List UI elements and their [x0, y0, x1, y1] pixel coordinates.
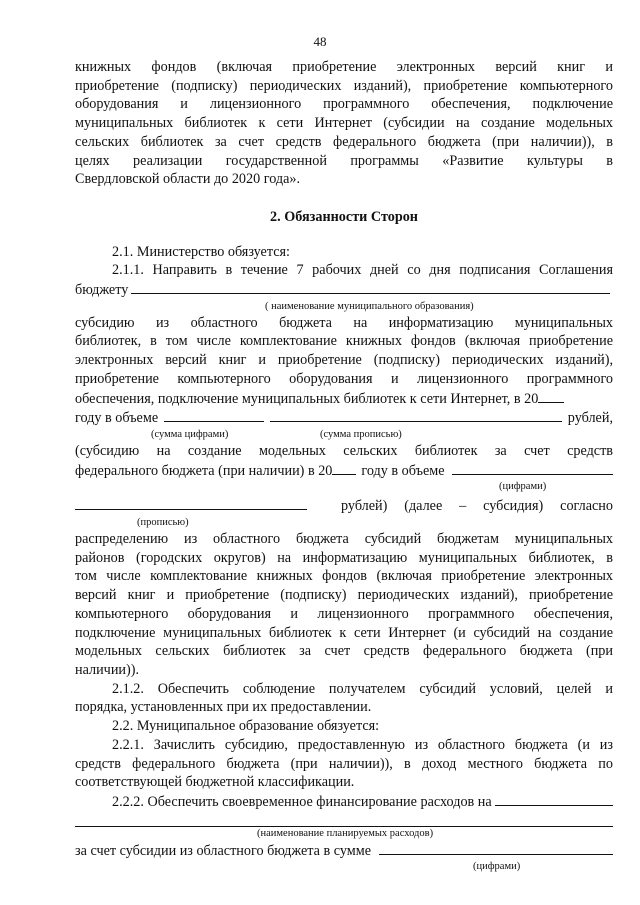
federal-year-blank[interactable]	[332, 461, 356, 475]
text-line: модельных сельских библиотек за счет средств федерального бюджета (при	[75, 643, 613, 660]
municipality-caption: ( наименование муниципального образования)	[265, 300, 474, 312]
text-line: книжных фондов (включая приобретение электронных версий книг и	[75, 59, 613, 75]
digits2-caption: (цифрами)	[473, 861, 521, 873]
federal-digits-blank[interactable]	[452, 461, 613, 475]
sum-words-caption: (сумма прописью)	[320, 428, 402, 440]
text-line: (субсидию на создание модельных сельских библиотек за счет средств	[75, 442, 613, 459]
clause-2-2-1-line: 2.2.1. Зачислить субсидию, предоставленную из областного бюджета (и из	[112, 736, 613, 753]
text-line: сельских библиотек за счет средств федерального бюджета (при наличии)), в	[75, 133, 613, 150]
rubles-line	[75, 496, 613, 516]
digits-caption: (цифрами)	[499, 481, 547, 493]
digits2-caption-row	[75, 860, 613, 874]
federal-suffix: году в объеме	[361, 462, 445, 479]
sum-digits-blank[interactable]	[164, 408, 264, 422]
subsidy-sum-prefix: за счет субсидии из областного бюджета в сумме	[75, 842, 372, 859]
year-blank[interactable]	[538, 389, 564, 403]
municipality-blank[interactable]	[131, 280, 610, 294]
intro-paragraph	[75, 58, 613, 189]
clause-2-1-1-line: 2.1.1. Направить в течение 7 рабочих дней со дня подписания Соглашения	[112, 262, 613, 279]
federal-line	[75, 461, 613, 481]
amount-prefix: году в объеме	[75, 410, 159, 427]
text-line: компьютерного оборудования и лицензионного программного обеспечения,	[75, 605, 613, 622]
municipality-caption-row	[75, 300, 613, 314]
text-line: библиотек, в том числе комплектование книжных фондов (включая приобретение	[75, 333, 613, 350]
planned-caption-row	[75, 827, 613, 841]
text-line: том числе комплектование книжных фондов (включая приобретение электронных	[75, 568, 613, 585]
budget-recipient-line	[75, 280, 613, 300]
document-body	[75, 58, 613, 874]
text-line: приобретение компьютерного оборудования и лицензионного программного	[75, 370, 613, 387]
text-line: электронных версий книг и приобретение (подписку) периодических изданий),	[75, 352, 613, 369]
subsidy-sum-line	[75, 841, 613, 861]
federal-words-blank[interactable]	[75, 496, 307, 510]
amount-suffix: рублей,	[567, 410, 613, 427]
amount-line	[75, 408, 613, 428]
text-line: версий книг и приобретение (подписку) периодических изданий), приобретение	[75, 587, 613, 604]
text-line: оборудования и лицензионного программного обеспечения, подключение	[75, 96, 613, 113]
clause-2-1-2-last: порядка, установленных при их предоставлении.	[75, 699, 372, 716]
federal-prefix: федерального бюджета (при наличии) в 20	[75, 462, 333, 479]
subsidy-sum-blank[interactable]	[379, 841, 613, 855]
page-number: 48	[313, 34, 327, 49]
sum-words-blank[interactable]	[270, 408, 562, 422]
text-line: приобретение (подписку) периодических изданий), приобретение компьютерного	[75, 77, 613, 94]
rubles-text: рублей) (далее – субсидия) согласно	[341, 498, 613, 515]
text-line: Свердловской области до 2020 года».	[75, 171, 301, 188]
clause-2-2-1-line: средств федерального бюджета (при наличии)), в доход местного бюджета по	[75, 755, 613, 772]
text-line: районов (городских округов) на информатизацию муниципальных библиотек, в	[75, 549, 613, 566]
year-line	[75, 389, 613, 409]
clause-2-1-2-line: 2.1.2. Обеспечить соблюдение получателем субсидий условий, целей и	[112, 680, 613, 697]
clause-2-2-1-last: соответствующей бюджетной классификации.	[75, 774, 355, 791]
clause-2-2: 2.2. Муниципальное образование обязуется:	[112, 718, 380, 735]
text-line: целях реализации государственной программы «Развитие культуры в	[75, 152, 613, 169]
clause-2-1: 2.1. Министерство обязуется:	[112, 243, 290, 260]
year-line-text: обеспечения, подключение муниципальных библиотек к сети Интернет, в 20	[75, 390, 539, 407]
words-caption: (прописью)	[137, 517, 189, 529]
text-line: наличии)).	[75, 661, 140, 678]
planned-caption: (наименование планируемых расходов)	[257, 827, 434, 839]
text-line: муниципальных библиотек к сети Интернет (субсидии на создание модельных	[75, 115, 613, 132]
text-line: субсидию из областного бюджета на информатизацию муниципальных	[75, 314, 613, 331]
budget-label: бюджету	[75, 282, 129, 299]
planned-expenses-blank[interactable]	[75, 812, 613, 827]
digits-caption-row	[75, 480, 613, 494]
sum-caption-row	[75, 428, 613, 442]
clause-2-2-2-text: 2.2.2. Обеспечить своевременное финансирование расходов на	[112, 793, 492, 810]
text-line: распределению из областного бюджета субсидий бюджетам муниципальных	[75, 531, 613, 548]
section-title: 2. Обязанности Сторон	[270, 208, 418, 225]
words-caption-row	[75, 516, 613, 530]
text-line: подключение муниципальных библиотек к сети Интернет (и субсидий на создание	[75, 624, 613, 641]
expenses-blank[interactable]	[495, 792, 613, 806]
clause-2-2-2-line	[75, 792, 613, 812]
sum-digits-caption: (сумма цифрами)	[151, 428, 229, 440]
